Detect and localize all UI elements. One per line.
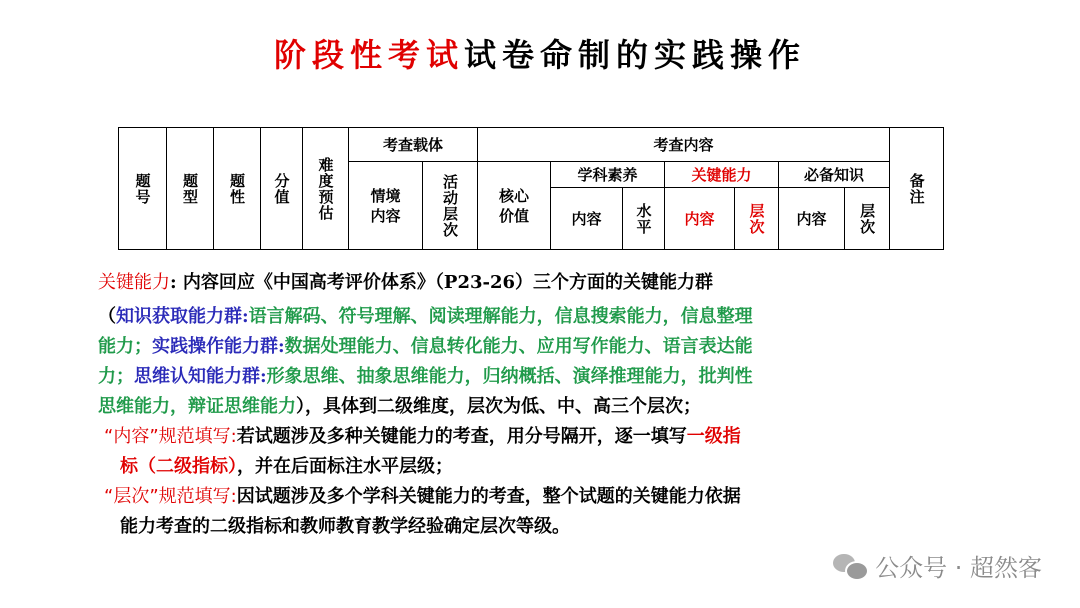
header-tixing2: 题性 [214, 128, 261, 250]
header-group-zaiti: 考查载体 [349, 128, 478, 162]
header-zhishi-neirong: 内容 [779, 188, 845, 250]
line-2 [98, 302, 948, 332]
header-huodong: 活动层次 [423, 162, 478, 250]
header-tixing: 题型 [167, 128, 214, 250]
line-4 [98, 362, 948, 392]
keyword-neirong-guifan: “内容”规范填写: [104, 426, 237, 447]
keyword-cengci-guifan: “层次”规范填写: [104, 486, 237, 507]
line-6 [98, 422, 948, 452]
explanation-text [98, 268, 948, 542]
header-hexin: 核心价值 [478, 162, 551, 250]
title-black-part: 试卷命制的实践操作 [464, 36, 807, 74]
spec-table [118, 127, 944, 250]
header-beizhu: 备注 [890, 128, 944, 250]
header-nengli-cengci: 层次 [735, 188, 779, 250]
header-nandu: 难度预估 [303, 128, 349, 250]
header-suyang-neirong: 内容 [551, 188, 623, 250]
line-9 [98, 512, 948, 542]
group-siwei-renzhi: 思维认知能力群: [134, 366, 267, 387]
keyword-guanjian-nengli: 关键能力 [98, 272, 170, 293]
line-7 [98, 452, 948, 482]
line-6-red: 一级指 [686, 426, 741, 447]
title-red-part: 阶段性考试 [273, 36, 464, 74]
line-1-text: : 内容回应《中国高考评价体系》（P23-26）三个方面的关键能力群 [170, 272, 714, 293]
header-group-suyang: 学科素养 [551, 162, 665, 188]
header-group-neirong: 考查内容 [478, 128, 890, 162]
line-9-text: 能力考查的二级指标和教师教育教学经验确定层次等级。 [120, 516, 570, 537]
header-suyang-shuiping: 水平 [623, 188, 665, 250]
line-4-green-a: 力； [98, 366, 134, 387]
line-6-text: 若试题涉及多种关键能力的考查，用分号隔开，逐一填写 [236, 426, 687, 447]
page-title [0, 30, 1080, 76]
watermark-text: 公众号 · 超然客 [875, 554, 1042, 582]
header-fenzhi: 分值 [261, 128, 303, 250]
header-zhishi-cengci: 层次 [845, 188, 890, 250]
group-siwei-renzhi-desc: 形象思维、抽象思维能力，归纳概括、演绎推理能力，批判性 [266, 366, 753, 387]
line-5 [98, 392, 948, 422]
header-tihao: 题号 [119, 128, 167, 250]
line-7-red: 标（二级指标） [120, 456, 237, 477]
line-8-text: 因试题涉及多个学科关键能力的考查，整个试题的关键能力依据 [236, 486, 741, 507]
header-group-nengli: 关键能力 [665, 162, 779, 188]
line-5-text: ），具体到二级维度，层次为低、中、高三个层次； [296, 396, 701, 417]
header-nengli-neirong: 内容 [665, 188, 735, 250]
line-8 [98, 482, 948, 512]
wechat-icon [833, 552, 867, 580]
line-3-green-a: 能力； [98, 336, 152, 357]
header-qingjing: 情境内容 [349, 162, 423, 250]
line-1 [98, 268, 948, 298]
line-3 [98, 332, 948, 362]
line-5-green: 思维能力，辩证思维能力 [98, 396, 296, 417]
group-shijian-caozuo-desc: 数据处理能力、信息转化能力、应用写作能力、语言表达能 [284, 336, 753, 357]
line-7-text: ，并在后面标注水平层级； [237, 456, 453, 477]
open-paren: （ [98, 306, 116, 327]
watermark [833, 548, 1042, 583]
group-zhishi-huoqu-desc: 语言解码、符号理解、阅读理解能力，信息搜索能力，信息整理 [248, 306, 753, 327]
header-group-zhishi: 必备知识 [779, 162, 890, 188]
group-zhishi-huoqu: 知识获取能力群: [116, 306, 249, 327]
group-shijian-caozuo: 实践操作能力群: [152, 336, 285, 357]
